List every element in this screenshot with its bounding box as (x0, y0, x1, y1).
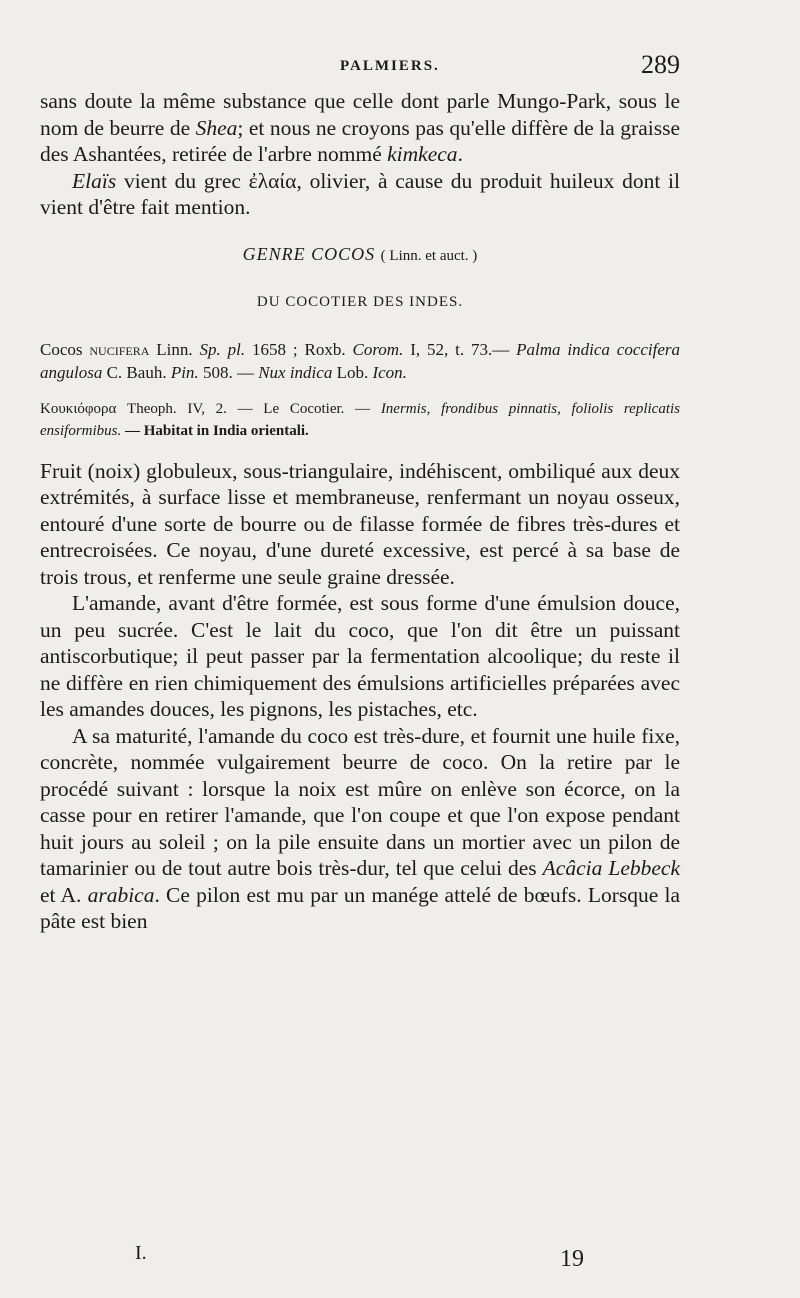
page-number: 289 (641, 50, 680, 79)
signature-mark: I. (135, 1242, 147, 1264)
intro-p1-text: sans doute la même substance que celle dont parle Mungo-Park, sous le nom de beurre de (40, 89, 680, 140)
syn-g: I, 52, t. 73.— (403, 339, 517, 359)
page-footer (40, 1242, 680, 1282)
term-acacia-lebbeck: Acâcia Lebbeck (542, 856, 680, 880)
latin-b: Cocotier (289, 400, 341, 417)
syn-l: Nux indica (258, 362, 333, 382)
signature-number: 19 (560, 1246, 584, 1272)
syn-c: Linn. (149, 339, 200, 359)
intro-paragraph-1 (40, 88, 680, 168)
latin-a: Κουκιόφορα Theoph. IV, 2. — Le (40, 400, 290, 417)
term-arabica: arabica (87, 882, 155, 907)
latin-e: — Habitat in India orientali. (121, 422, 309, 439)
main-text (40, 458, 680, 935)
genre-authority: ( Linn. et auct. ) (380, 247, 478, 264)
syn-m: Lob. (332, 362, 373, 382)
maturite-b: et A. (40, 882, 88, 907)
intro-p1-end: . (457, 142, 463, 166)
syn-h: Palma indica coccifera angulosa (40, 339, 681, 382)
synonymy-block (40, 338, 680, 384)
syn-a: Cocos (40, 339, 90, 359)
intro-paragraph-2 (40, 168, 680, 221)
intro-p1-text-b: ; et nous ne croyons pas qu'elle diffère de la graisse des Ashantées, retirée de l'arbre nommé (40, 115, 681, 166)
term-shea: Shea (195, 115, 238, 140)
latin-c: . — (340, 400, 381, 417)
genre-label: GENRE COCOS (242, 243, 376, 264)
running-head: PALMIERS. (340, 58, 440, 74)
syn-d: Sp. pl. (199, 339, 246, 359)
latin-description (40, 398, 680, 442)
syn-f: Corom. (352, 339, 404, 359)
maturite-c: . Ce pilon est mu par un manége attelé de bœufs. Lorsque la pâte est bien (40, 882, 680, 933)
syn-e: 1658 ; Roxb. (245, 339, 353, 359)
intro-p2-text: vient du grec ἐλαία, olivier, à cause du produit huileux dont il vient d'être fait mention. (40, 168, 680, 219)
page-header (40, 50, 680, 90)
term-elais: Elaïs (72, 168, 117, 193)
body-text (40, 88, 680, 935)
syn-i: C. Bauh. (102, 362, 171, 382)
term-kimkeca: kimkeca (387, 142, 458, 166)
syn-n: Icon. (372, 362, 407, 382)
paragraph-fruit: Fruit (noix) globuleux, sous-triangulaire, indéhiscent, ombiliqué aux deux extrémités, à surface lisse et membraneuse, renfermant un noyau osseux, entouré d'une sorte de bourre ou de filasse formée de fibres très-dures et entrecroisées. Ce noyau, d'une dureté excessive, est percé à sa base de trois trous, et renferme une seule graine dressée. (40, 458, 680, 589)
paragraph-amande: L'amande, avant d'être formée, est sous forme d'une émulsion douce, un peu sucrée. C'est le lait du coco, que l'on dit être un puissant antiscorbutique; il peut passer par la fermentation alcoolique; du reste il ne diffère en rien chimiquement des émulsions artificielles préparées avec les amandes douces, les pignons, les pistaches, etc. (40, 591, 680, 721)
syn-k: 508. — (198, 362, 259, 382)
syn-b: nucifera (89, 339, 150, 359)
syn-j: Pin. (170, 362, 199, 382)
latin-d: Inermis, frondibus pinnatis, foliolis replicatis ensiformibus. (40, 400, 681, 439)
species-heading: DU COCOTIER DES INDES. (256, 294, 464, 310)
genre-heading (40, 241, 680, 270)
maturite-a: A sa maturité, l'amande du coco est très-dure, et fournit une huile fixe, concrète, nommée vulgairement beurre de coco. On la retire par le procédé suivant : lorsque la noix est mûre on enlève son écorce, on la casse pour en retirer l'amande, que l'on coupe et que l'on expose pendant huit jours au soleil ; on la pile ensuite dans un mortier avec un pilon de tamarinier ou de tout autre bois très-dur, tel que celui des (40, 723, 680, 880)
paragraph-maturite (40, 723, 680, 935)
